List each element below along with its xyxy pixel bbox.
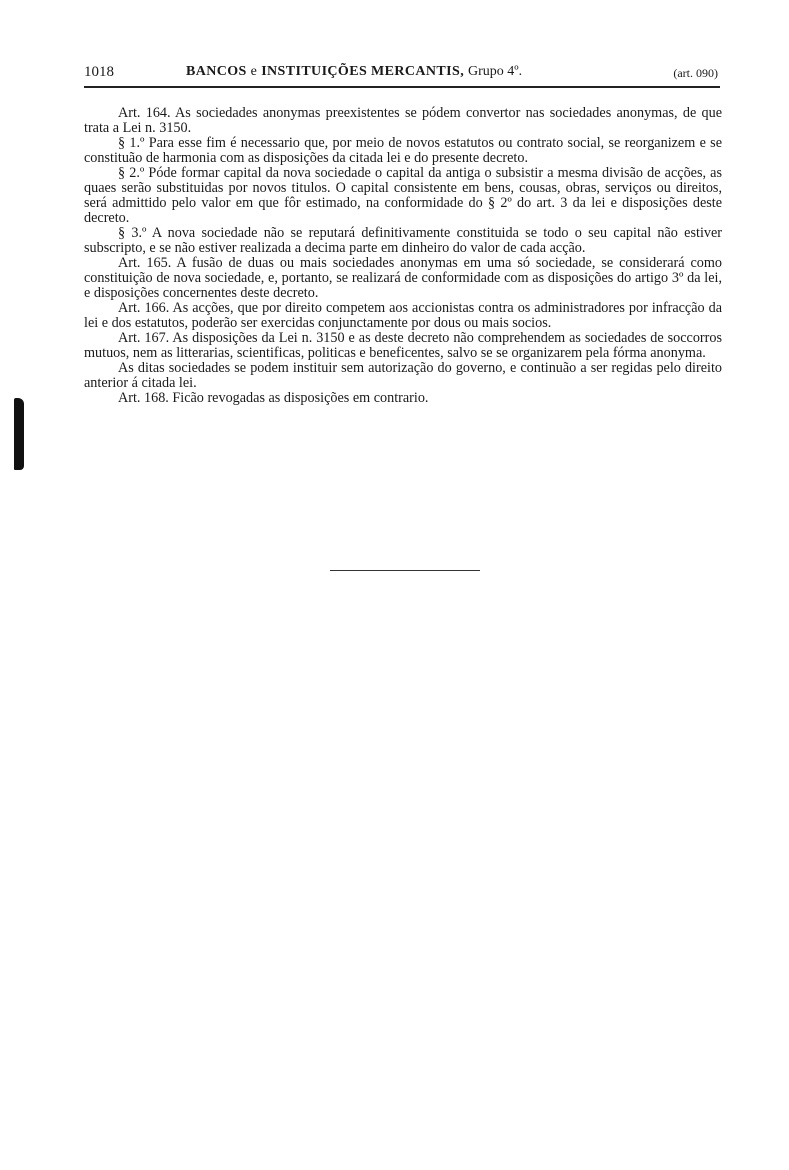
paragraph-art-168: Art. 168. Ficão revogadas as disposições em contrario. xyxy=(118,390,429,406)
running-title xyxy=(186,64,522,80)
paragraph-art-166: Art. 166. As acções, que por direito competem aos accionistas contra os administradores por infracção da lei e dos estatutos, poderão ser exercidas conjunctamente por dous ou mais socios. xyxy=(84,300,722,331)
paragraph-art-164-par-1: § 1.º Para esse fim é necessario que, por meio de novos estatutos ou contrato social, se reorganizem e se constituão de harmonia com as disposições da citada lei e do presente decreto. xyxy=(84,135,722,166)
title-rest: INSTITUIÇÕES MERCANTIS, xyxy=(261,64,465,79)
running-header xyxy=(84,60,720,84)
title-conjunction: e xyxy=(250,64,258,79)
paragraph-art-165: Art. 165. A fusão de duas ou mais sociedades anonymas em uma só sociedade, se considerará como constituição de nova sociedade, e, portanto, se realizará de conformidade com as disposições do artigo 3º da lei, e disposições concernentes deste decreto. xyxy=(84,255,722,301)
group-label: Grupo 4º. xyxy=(468,64,523,79)
paragraph-art-164: Art. 164. As sociedades anonymas preexistentes se pódem convertor nas sociedades anonymas, de que trata a Lei n. 3150. xyxy=(84,105,722,136)
closing-rule xyxy=(330,570,480,571)
paragraph-art-164-par-2: § 2.º Póde formar capital da nova sociedade o capital da antiga o subsistir a mesma divisão de acções, as quaes serão substituidas por novos titulos. O capital consistente em bens, cousas, obras, serviços ou direitos, será admittido pelo valor em que fôr estimado, na conformidade do § 2º do art. 3 da lei e disposições deste decreto. xyxy=(84,165,722,226)
title-main: BANCOS xyxy=(186,64,247,79)
paragraph-art-167-cont: As ditas sociedades se podem instituir sem autorização do governo, e continuão a ser regidas pelo direito anterior á citada lei. xyxy=(84,360,722,391)
paragraph-art-167: Art. 167. As disposições da Lei n. 3150 e as deste decreto não comprehendem as sociedades de soccorros mutuos, nem as litterarias, scientificas, politicas e beneficentes, salvo se se organizarem pela fórma anonyma. xyxy=(84,330,722,361)
page-number: 1018 xyxy=(84,64,114,80)
header-rule xyxy=(84,86,720,88)
article-reference: (art. 090) xyxy=(673,66,718,80)
paragraph-art-164-par-3: § 3.º A nova sociedade não se reputará definitivamente constituida se todo o seu capital não estiver subscripto, e se não estiver realizada a decima parte em dinheiro do valor de cada acção. xyxy=(84,225,722,256)
body-text xyxy=(84,106,722,406)
scan-binding-mark xyxy=(14,398,24,470)
